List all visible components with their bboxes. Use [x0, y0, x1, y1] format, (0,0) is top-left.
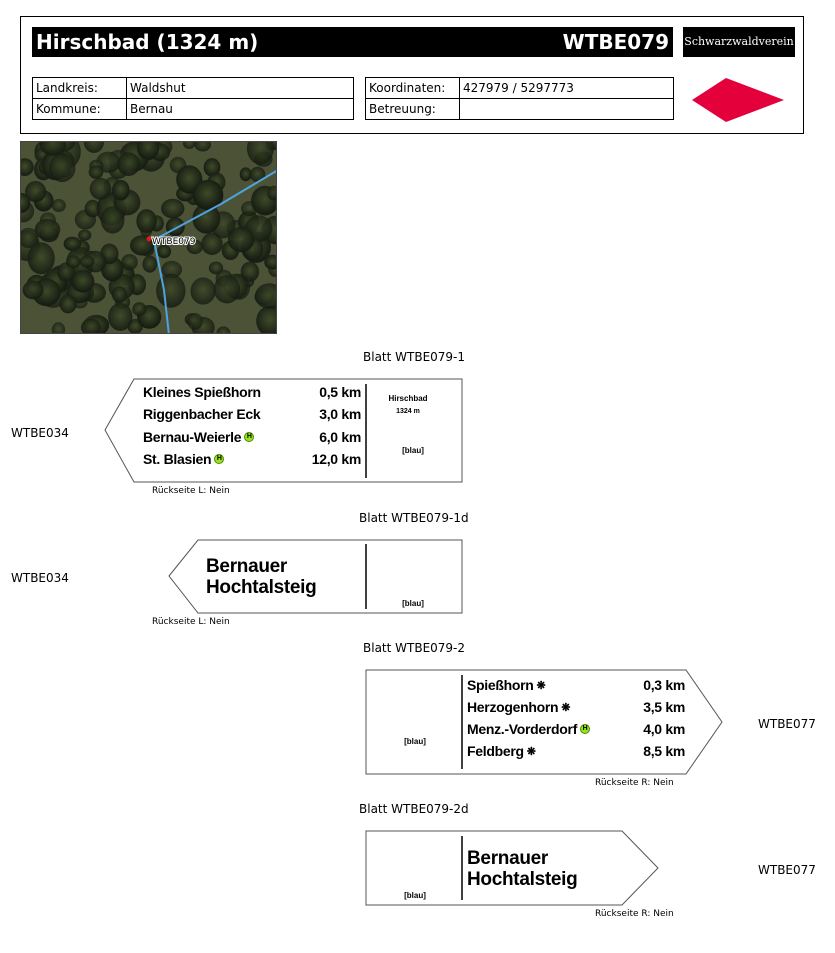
sign-1-dist-3: 12,0 km: [311, 451, 361, 467]
sign-1-dist-1: 3,0 km: [319, 406, 361, 422]
landkreis-value: Waldshut: [127, 78, 354, 99]
tree-canopy: [89, 165, 104, 178]
sign-3-color-label: [blau]: [404, 737, 426, 746]
title-bar: [32, 27, 673, 57]
tree-canopy: [23, 281, 44, 300]
tree-canopy: [49, 154, 76, 183]
tree-canopy: [214, 275, 240, 303]
bus-stop-icon: [580, 724, 590, 734]
tree-canopy: [80, 256, 95, 268]
sign-3-endpoint: WTBE077: [758, 717, 816, 731]
sign-3-dist-3: 8,5 km: [643, 743, 685, 759]
aerial-map[interactable]: [20, 141, 277, 334]
tree-canopy: [108, 303, 132, 331]
sign-4-title: Blatt WTBE079-2d: [359, 802, 469, 816]
waypoint-id: WTBE079: [562, 30, 669, 54]
sign-3-rueckseite: Rückseite R: Nein: [595, 778, 674, 788]
tree-canopy: [28, 242, 55, 274]
page-title: Hirschbad (1324 m): [36, 30, 259, 54]
sign-1-location-height: 1324 m: [396, 408, 420, 415]
sign-1-color-label: [blau]: [402, 446, 424, 455]
betreuung-label: Betreuung:: [366, 99, 460, 120]
tree-canopy: [78, 230, 91, 241]
tree-canopy: [112, 286, 127, 303]
map-marker-label: WTBE079: [152, 237, 196, 247]
sign-4-route-line2: Hochtalsteig: [467, 869, 578, 890]
tree-canopy: [101, 206, 125, 233]
summit-icon: ❋: [561, 701, 571, 714]
sign-3-dist-2: 4,0 km: [643, 721, 685, 737]
tree-canopy: [187, 313, 202, 330]
aerial-map-image: [21, 142, 277, 334]
sign-2-color-label: [blau]: [402, 599, 424, 608]
sign-2-title: Blatt WTBE079-1d: [359, 511, 469, 525]
sign-4-rueckseite: Rückseite R: Nein: [595, 909, 674, 919]
tree-canopy: [35, 219, 61, 240]
sign-1-title: Blatt WTBE079-1: [363, 350, 466, 364]
sign-1-dist-2: 6,0 km: [319, 429, 361, 445]
tree-canopy: [66, 255, 80, 268]
sign-2-route-line2: Hochtalsteig: [206, 577, 317, 598]
tree-canopy: [60, 295, 77, 314]
tree-canopy: [166, 217, 185, 236]
sign-3-title: Blatt WTBE079-2: [363, 641, 466, 655]
bus-stop-icon: [244, 432, 254, 442]
brand-logo: Schwarzwaldverein: [683, 27, 795, 57]
sign-3-dest-0: Spießhorn ❋: [467, 677, 546, 693]
tree-canopy: [136, 209, 156, 233]
sign-1-location-name: Hirschbad: [388, 394, 428, 403]
tree-canopy: [240, 167, 252, 181]
sign-4-endpoint: WTBE077: [758, 863, 816, 877]
tree-canopy: [161, 199, 184, 219]
sign-1-dest-2: Bernau-WeierleH: [143, 429, 254, 445]
koordinaten-value: 427979 / 5297773: [460, 78, 674, 99]
sign-1-rueckseite: Rückseite L: Nein: [152, 486, 230, 496]
sign-2-route-line1: Bernauer: [206, 556, 288, 577]
sign-2-rueckseite: Rückseite L: Nein: [152, 617, 230, 627]
sign-1-dest-1: Riggenbacher Eck: [143, 406, 261, 422]
summit-icon: ❋: [526, 745, 536, 758]
trail-marker-diamond-icon: [692, 76, 784, 124]
tree-canopy: [143, 256, 158, 273]
tree-canopy: [112, 180, 130, 201]
sign-1-dest-0: Kleines Spießhorn: [143, 384, 261, 400]
tree-canopy: [52, 199, 66, 212]
sign-4-color-label: [blau]: [404, 891, 426, 900]
tree-canopy: [90, 178, 111, 200]
landkreis-label: Landkreis:: [33, 78, 127, 99]
sign-3-dist-0: 0,3 km: [643, 677, 685, 693]
tree-canopy: [121, 254, 138, 270]
sign-3-dest-3: Feldberg ❋: [467, 743, 536, 759]
bus-stop-icon: [214, 454, 224, 464]
betreuung-value: [460, 99, 674, 120]
tree-canopy: [191, 277, 216, 304]
kommune-value: Bernau: [127, 99, 354, 120]
summit-icon: ❋: [536, 679, 546, 692]
sign-1-dest-3: St. BlasienH: [143, 451, 224, 467]
tree-canopy: [228, 227, 254, 253]
koordinaten-label: Koordinaten:: [366, 78, 460, 99]
sign-2-endpoint: WTBE034: [11, 571, 69, 585]
coordinates-table: [365, 77, 674, 120]
sign-3-dest-2: Menz.-VorderdorfH: [467, 721, 590, 737]
sign-4-route-line1: Bernauer: [467, 848, 549, 869]
location-table: [32, 77, 354, 120]
sign-3-dist-1: 3,5 km: [643, 699, 685, 715]
sign-1-endpoint: WTBE034: [11, 426, 69, 440]
kommune-label: Kommune:: [33, 99, 127, 120]
tree-canopy: [156, 274, 185, 308]
tree-canopy: [118, 152, 140, 176]
tree-canopy: [132, 302, 146, 316]
sign-1-dist-0: 0,5 km: [319, 384, 361, 400]
sign-3-dest-1: Herzogenhorn ❋: [467, 699, 571, 715]
